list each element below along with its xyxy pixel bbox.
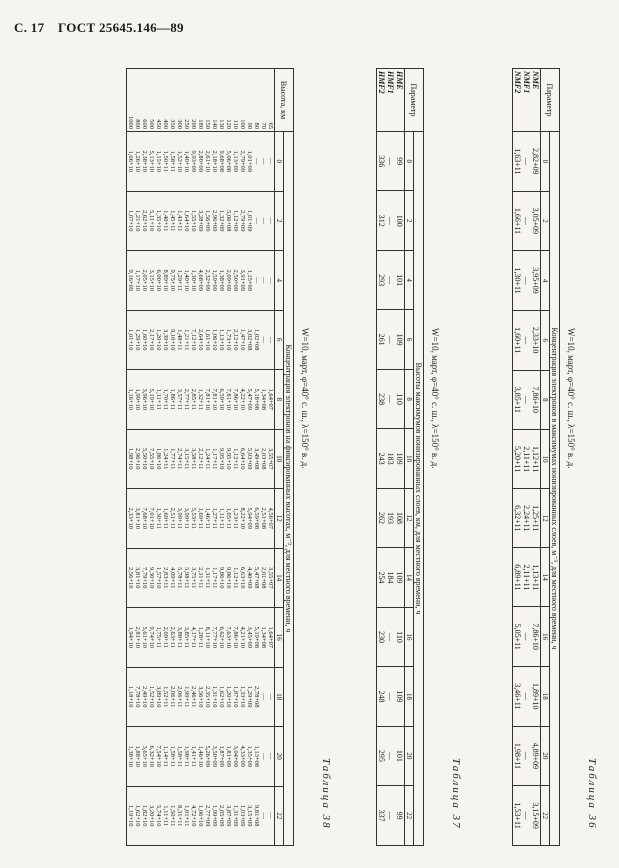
- data-cell: — — 2,78+08 1,29+09 1,33+10 1,87+10 1,20+10 1,62+10 1,31+10 2,35+10 3,56+10 2,46+11 1,99+11 2,06+11 2,06+11 1,52+11 3,89+10 1,52+10 2,49+10 7,78+10 1,18+10: [127, 667, 275, 727]
- hour-header: 14: [541, 548, 550, 607]
- data-cell: 99 — 336: [377, 132, 405, 191]
- data-cell: 4,56+07 2,51+08 6,59+08 5,94+09 8,22+10 1,23+11 1,05+11 1,11+11 1,27+11 1,46+11 1,69+11 5,53+11 3,99+11 3,99+11 2,51+11 1,69+11 1,30+11 7,01+10 7,68+10 3,81+10 2,33+10: [127, 489, 275, 549]
- table-37-caption: Таблица 37: [450, 758, 462, 830]
- data-cell: 1,89+10 — 3,46+11: [513, 666, 541, 726]
- data-cell: 7,86+10 — 3,85+11: [513, 370, 541, 430]
- hour-header: 18: [405, 667, 414, 726]
- data-cell: 3,95+09 — 1,30+11: [513, 251, 541, 311]
- param-header: Параметр: [541, 69, 560, 132]
- table-37-subtitle: W=10, март, φ=40° с. ш., λ=150° в. д.: [430, 328, 440, 469]
- data-cell: 100 — 312: [377, 191, 405, 250]
- data-cell: 110 — 238: [377, 369, 405, 428]
- row-label: NME NMF1 NMF2: [513, 69, 541, 132]
- data-cell: 109 — 261: [377, 310, 405, 369]
- hour-header: 0: [405, 132, 414, 191]
- table-row: [127, 69, 275, 846]
- hour-header: 4: [405, 250, 414, 309]
- hour-header: 16: [541, 607, 550, 667]
- hour-header: 14: [275, 548, 284, 608]
- data-cell: 3,15+09 — 1,53+11: [513, 786, 541, 846]
- data-cell: — — 1,02+08 3,02+08 1,47+10 2,12+10 1,73+10 1,13+10 1,06+10 1,61+10 2,64+10 7,12+10 1,21+11 1,48+11 9,10+10 3,39+10 1,20+10 2,17+10 1,60+10 1,29+10 1,01+10: [127, 310, 275, 370]
- hour-header: 8: [275, 370, 284, 430]
- hour-header: 10: [405, 429, 414, 488]
- hour-header: 18: [275, 667, 284, 727]
- span-header: Концентрация электронов на фиксированных высотах, м⁻³, для местного времени, ч: [284, 132, 294, 846]
- hour-header: 10: [541, 430, 550, 489]
- table-38-subtitle: W=10, март, φ=40° с. ш., λ=150° в. д.: [300, 328, 310, 469]
- data-cell: — — — 1,01+09 2,79+09 1,13+09 5,06+08 9,68+08 2,18+10 2,61+10 2,80+09 9,93+09 1,40+10 1,52+10 1,58+11 1,50+11 1,15+10 5,13+10 2,38+10 1,26+10 1,06+10: [127, 132, 275, 192]
- standard-code: ГОСТ 25645.146—89: [57, 20, 184, 35]
- hour-header: 22: [275, 786, 284, 846]
- data-cell: 4,89+09 — 1,98+11: [513, 726, 541, 786]
- table-row: [513, 69, 541, 846]
- param-header: Высота, км: [275, 69, 294, 132]
- hour-header: 22: [541, 786, 550, 846]
- hour-header: 8: [541, 370, 550, 430]
- param-header: Параметр: [405, 69, 424, 132]
- hour-header: 0: [275, 132, 284, 192]
- hour-header: 12: [405, 488, 414, 547]
- row-label: 65 70 80 90 100 110 120 130 140 150 180 200 250 300 350 400 450 500 600 800 1000: [127, 69, 275, 132]
- data-cell: 1,12+11 2,11+11 5,20+11: [513, 430, 541, 489]
- hour-header: 0: [541, 132, 550, 192]
- hour-header: 20: [541, 726, 550, 786]
- data-cell: 109 184 254: [377, 548, 405, 607]
- table-36-caption: Таблица 36: [586, 758, 598, 830]
- data-cell: 3,55+07 2,01+08 5,47+08 4,40+09 6,63+10 1,12+11 9,86+10 9,86+10 1,17+11 1,31+11 2,31+11 3,75+11 5,98+11 5,78+11 4,09+11 2,83+11 1,57+10 9,30+10 7,79+10 3,81+10 2,56+10: [127, 548, 275, 608]
- data-cell: 110 — 230: [377, 607, 405, 666]
- hour-header: 12: [275, 489, 284, 549]
- hour-header: 2: [275, 191, 284, 251]
- row-label: HME HMF1 HMF2: [377, 69, 405, 132]
- hour-header: 22: [405, 786, 414, 846]
- page-number: С. 17: [14, 20, 45, 35]
- hour-header: 6: [275, 310, 284, 370]
- hour-header: 20: [405, 726, 414, 785]
- hour-header: 4: [541, 251, 550, 311]
- table-37: [376, 68, 424, 846]
- hour-header: 20: [275, 727, 284, 787]
- data-cell: 1,64+07 1,34+08 5,19+08 3,45+09 4,21+10 7,86+10 7,63+10 6,62+10 7,77+10 8,11+10 1,28+11 4,17+11 3,85+11 3,88+11 2,63+11 2,09+11 1,75+11 9,74+10 5,61+10 2,81+10 1,94+10: [127, 608, 275, 668]
- hour-header: 10: [275, 429, 284, 489]
- data-cell: — — — 1,01+09 2,79+09 1,12+09 5,06+08 1,32+09 2,96+09 1,56+09 3,28+09 1,55+10 1,64+10 1,43+11 1,45+11 1,40+11 1,35+10 5,11+10 2,62+10 1,21+10 1,07+10: [127, 191, 275, 251]
- rotated-content: [46, 58, 606, 848]
- table-row: [377, 69, 405, 846]
- hour-header: 16: [275, 608, 284, 668]
- hour-header: 2: [541, 191, 550, 251]
- span-header: Концентрация электронов в максимумах ионизированных слоев, м⁻³, для местного времени, ч: [550, 132, 560, 846]
- data-cell: 3,55+07 2,03+08 3,49+08 5,03+09 6,64+10 1,12+11 9,95+10 9,95+10 1,17+11 1,24+11 2,12+11 3,58+11 3,15+11 2,74+11 1,77+11 1,24+11 1,86+10 7,55+10 5,50+10 2,96+10 1,98+10: [127, 429, 275, 489]
- page-header: [14, 20, 194, 36]
- table-38: [126, 68, 294, 846]
- hour-header: 6: [541, 310, 550, 370]
- data-cell: 108 193 262: [377, 488, 405, 547]
- table-38-caption: Таблица 38: [320, 758, 332, 830]
- data-cell: — — — 1,15+09 3,91+09 2,50+09 2,09+09 1,38+09 1,59+09 2,32+09 4,68+09 1,30+10 1,40+10 1,29+11 9,75+10 8,89+10 6,00+10 3,15+10 2,05+10 1,17+10 9,16+09: [127, 251, 275, 311]
- data-cell: 109 — 248: [377, 667, 405, 726]
- span-header: Высоты максимумов ионизированных слоев, км, для местного времени, ч: [414, 132, 424, 846]
- table-36-subtitle: W=10, март, φ=40° с. ш., λ=150° в. д.: [566, 328, 576, 469]
- data-cell: 2,33+10 — 1,60+11: [513, 310, 541, 370]
- data-cell: 1,13+11 2,11+11 6,89+11: [513, 548, 541, 607]
- data-cell: 99 — 337: [377, 786, 405, 846]
- data-cell: 1,25+11 2,24+11 6,32+11: [513, 489, 541, 548]
- data-cell: 3,05+09 — 1,66+11: [513, 191, 541, 251]
- hour-header: 16: [405, 607, 414, 666]
- hour-header: 14: [405, 548, 414, 607]
- data-cell: 1,64+07 1,34+08 5,18+08 5,47+09 4,22+10 7,86+10 7,81+10 6,59+10 7,81+10 7,81+10 1,32+11 2,85+11 2,77+11 3,57+11 1,86+11 1,70+11 1,11+11 5,19+10 3,96+10 1,90+10 1,16+10: [127, 370, 275, 430]
- hour-header: 6: [405, 310, 414, 369]
- hour-header: 18: [541, 666, 550, 726]
- data-cell: 101 — 295: [377, 726, 405, 785]
- data-cell: — — 1,13+08 1,35+09 4,33+09 3,04+09 1,81+09 1,87+09 3,50+09 5,26+09 1,46+10 1,41+11 1,98+11 1,58+11 1,58+11 1,14+11 7,54+10 6,32+10 3,65+10 1,88+10 1,38+10: [127, 727, 275, 787]
- data-cell: 101 — 293: [377, 250, 405, 309]
- hour-header: 4: [275, 251, 284, 311]
- table-36: [512, 68, 560, 846]
- data-cell: 2,82+09 — 1,63+11: [513, 132, 541, 192]
- hour-header: 2: [405, 191, 414, 250]
- data-cell: — — 9,81+08 3,15+09 1,03+09 1,31+09 3,87+09 2,05+09 1,99+09 2,77+09 1,06+10 4,72+10 1,01+11 8,31+11 1,50+11 1,11+11 5,74+10 3,20+10 1,82+10 1,62+10 1,19+10: [127, 786, 275, 846]
- data-cell: 7,86+10 — 5,05+11: [513, 607, 541, 667]
- hour-header: 12: [541, 489, 550, 548]
- data-cell: 109 183 243: [377, 429, 405, 488]
- hour-header: 8: [405, 369, 414, 428]
